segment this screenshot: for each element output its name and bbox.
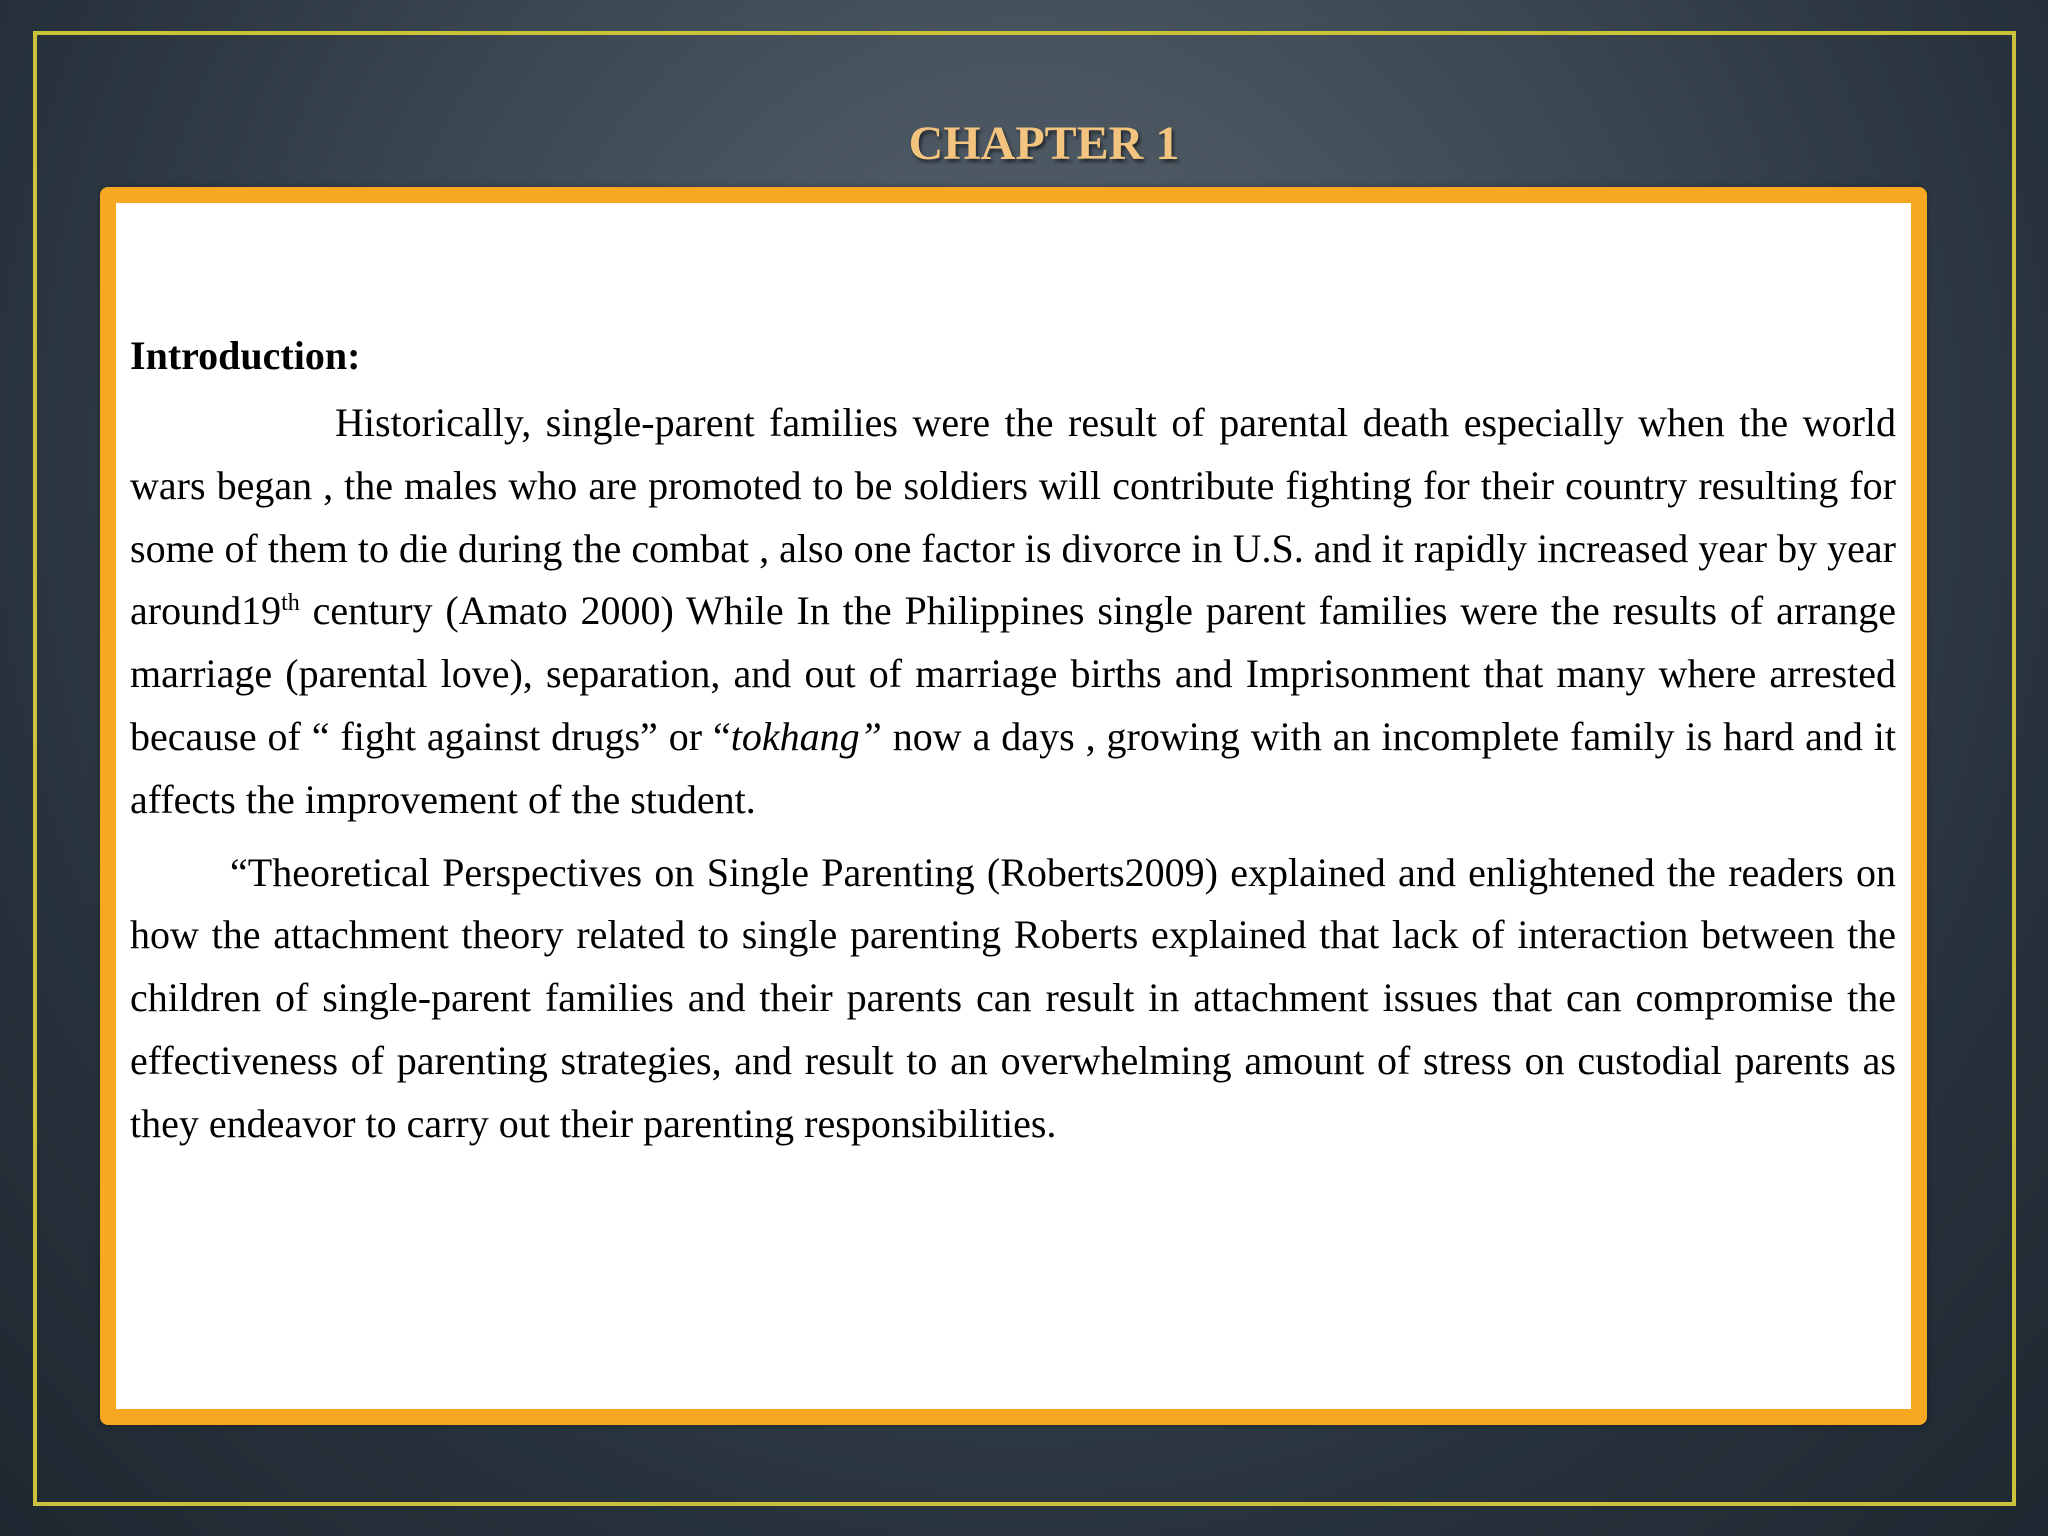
paragraph1-text-part1: Historically, single-parent families were the result of parental death especially when the world wars began , the males who are promoted to be soldiers will contribute fighting for their country resulting for some of them to die during the combat , also one factor is divorce in U.S. and it rapidly increased year by year around19 <box>130 400 1896 634</box>
paragraph1-text-part2: century (Amato 2000) While In the Philippines single parent families were the results of arrange marriage (parental love), separation, and out of marriage births and Imprisonment that many where arrested because of “ fight against drugs” or “ <box>130 588 1896 759</box>
chapter-title: CHAPTER 1 <box>908 117 1180 170</box>
paragraph-theoretical-perspectives: “Theoretical Perspectives on Single Parenting (Roberts2009) explained and enlightened the readers on how the attachment theory related to single parenting Roberts explained that lack of interaction between the children of single-parent families and their parents can result in attachment issues that can compromise the effectiveness of parenting strategies, and result to an overwhelming amount of stress on custodial parents as they endeavor to carry out their parenting responsibilities. <box>130 849 1896 1146</box>
slide-body-text <box>130 330 1896 1156</box>
ordinal-superscript: th <box>281 590 300 617</box>
tokhang-italic-term: tokhang” <box>730 713 882 759</box>
introduction-heading: Introduction: <box>130 333 361 378</box>
paragraph-historical-context <box>130 392 1896 832</box>
paragraph1-text-part3: now a days , growing with an incomplete family is hard and it affects the improvement of the student. <box>130 713 1897 822</box>
